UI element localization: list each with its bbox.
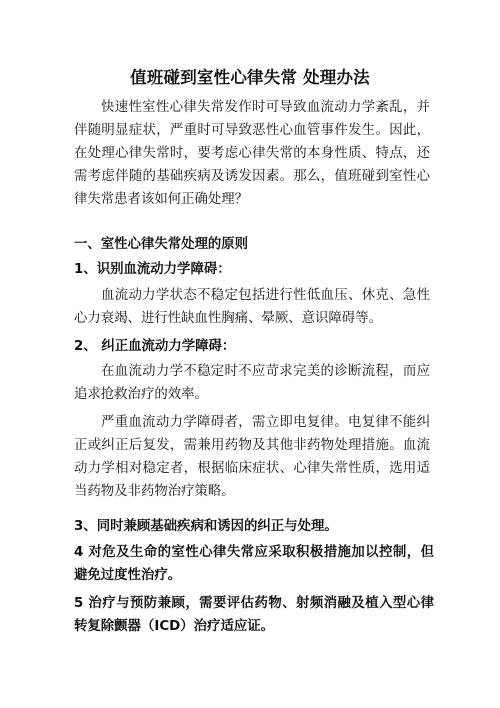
item1-heading: 1、识别血流动力学障碍： [74,262,231,277]
section1-heading: 一、室性心律失常处理的原则 [74,237,249,252]
item1-paragraph: 血流动力学状态不稳定包括进行性低血压、休克、急性心力衰竭、进行性缺血性胸痛、晕厥、意识障碍等。 [74,288,430,326]
item4-heading: 4 对危及生命的室性心律失常应采取积极措施加以控制，但避免过度性治疗。 [74,545,434,583]
item3-heading: 3、同时兼顾基础疾病和诱因的纠正与处理。 [74,519,338,534]
item5-heading: 5 治疗与预防兼顾，需要评估药物、射频消融及植入型心律转复除颤器（ICD）治疗适应证。 [74,596,434,634]
item2-paragraph-1: 在血流动力学不稳定时不应苛求完美的诊断流程，而应追求抢救治疗的效率。 [74,364,430,402]
item2-paragraph-2: 严重血流动力学障碍者，需立即电复律。电复律不能纠正或纠正后复发，需兼用药物及其他非药物处理措施。血流动力学相对稳定者，根据临床症状、心律失常性质，选用适当药物及非药物治疗策略。 [74,415,430,499]
item2-heading: 2、 纠正血流动力学障碍： [74,339,236,354]
intro-paragraph: 快速性室性心律失常发作时可导致血流动力学紊乱，并伴随明显症状，严重时可导致恶性心血管事件发生。因此，在处理心律失常时，要考虑心律失常的本身性质、特点，还需考虑伴随的基础疾病及诱发因素。那么，值班碰到室性心律失常患者该如何正确处理？ [74,100,430,207]
document-title: 值班碰到室性心律失常 处理办法 [130,68,370,87]
